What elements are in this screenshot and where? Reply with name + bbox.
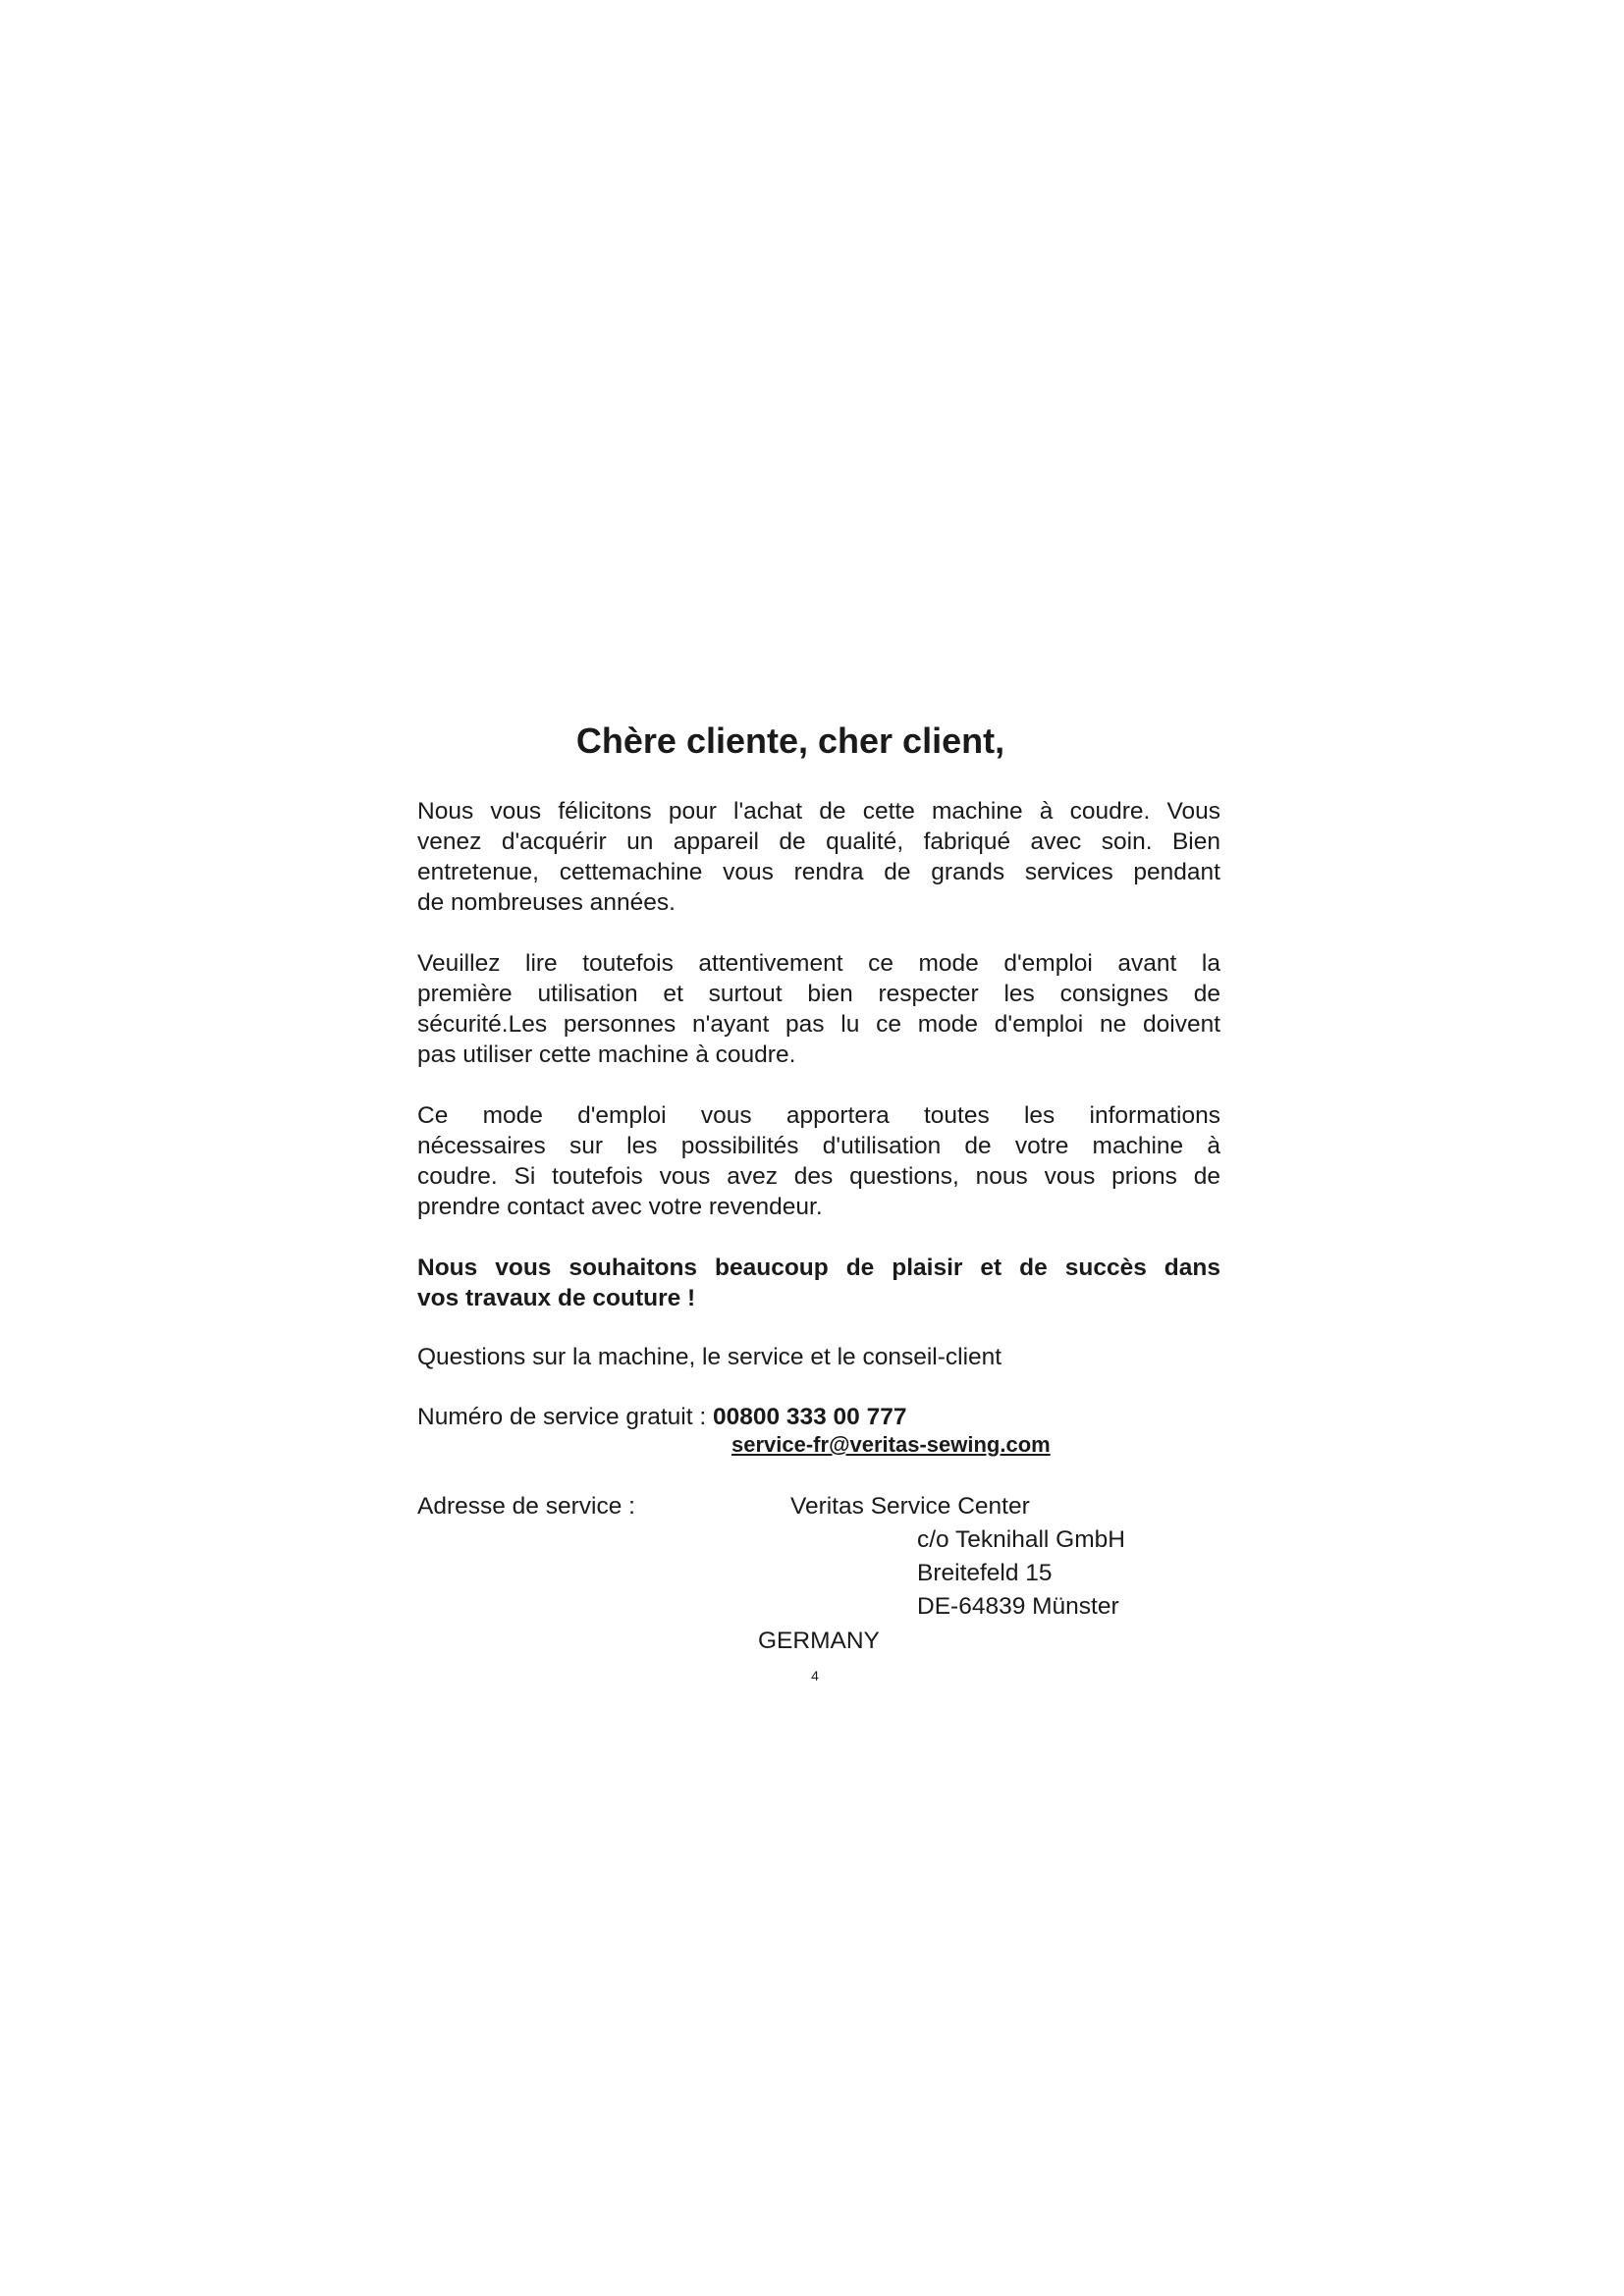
intro-paragraph	[417, 796, 1220, 918]
information-paragraph	[417, 1100, 1220, 1222]
service-phone-row	[417, 1402, 907, 1432]
paragraph-line: première utilisation et surtout bien respecter les consignes de	[417, 981, 1220, 1007]
paragraph-line: de nombreuses années.	[417, 889, 676, 916]
service-questions-text: Questions sur la machine, le service et le conseil-client	[417, 1344, 1002, 1370]
paragraph-line: entretenue, cettemachine vous rendra de grands services pendant	[417, 859, 1220, 885]
service-phone-label: Numéro de service gratuit :	[417, 1404, 707, 1430]
service-phone-number: 00800 333 00 777	[712, 1404, 907, 1430]
page-title: Chère cliente, cher client,	[575, 721, 1005, 761]
page-number: 4	[811, 1668, 819, 1683]
address-line-company: Veritas Service Center	[790, 1493, 1030, 1520]
address-line-care-of: c/o Teknihall GmbH	[917, 1526, 1125, 1553]
paragraph-line: pas utiliser cette machine à coudre.	[417, 1041, 796, 1068]
paragraph-line: Nous vous souhaitons beaucoup de plaisir et de succès dans	[417, 1255, 1220, 1281]
paragraph-line: coudre. Si toutefois vous avez des questions, nous vous prions de	[417, 1163, 1220, 1190]
paragraph-line: Nous vous félicitons pour l'achat de cette machine à coudre. Vous	[417, 798, 1220, 825]
paragraph-line: Veuillez lire toutefois attentivement ce mode d'emploi avant la	[417, 950, 1220, 977]
address-line-city: DE-64839 Münster	[917, 1593, 1119, 1620]
paragraph-line: vos travaux de couture !	[417, 1285, 696, 1311]
paragraph-line: venez d'acquérir un appareil de qualité, fabriqué avec soin. Bien	[417, 828, 1220, 855]
paragraph-line: sécurité.Les personnes n'ayant pas lu ce mode d'emploi ne doivent	[417, 1011, 1220, 1038]
address-line-street: Breitefeld 15	[917, 1560, 1053, 1586]
paragraph-line: prendre contact avec votre revendeur.	[417, 1194, 823, 1220]
safety-paragraph	[417, 948, 1220, 1070]
wishes-paragraph	[417, 1253, 1220, 1313]
paragraph-line: nécessaires sur les possibilités d'utilisation de votre machine à	[417, 1133, 1220, 1159]
service-email-link[interactable]: service-fr@veritas-sewing.com	[731, 1432, 1051, 1457]
service-address-label: Adresse de service :	[417, 1493, 635, 1520]
paragraph-line: Ce mode d'emploi vous apportera toutes les informations	[417, 1102, 1220, 1129]
address-line-country: GERMANY	[758, 1628, 880, 1654]
